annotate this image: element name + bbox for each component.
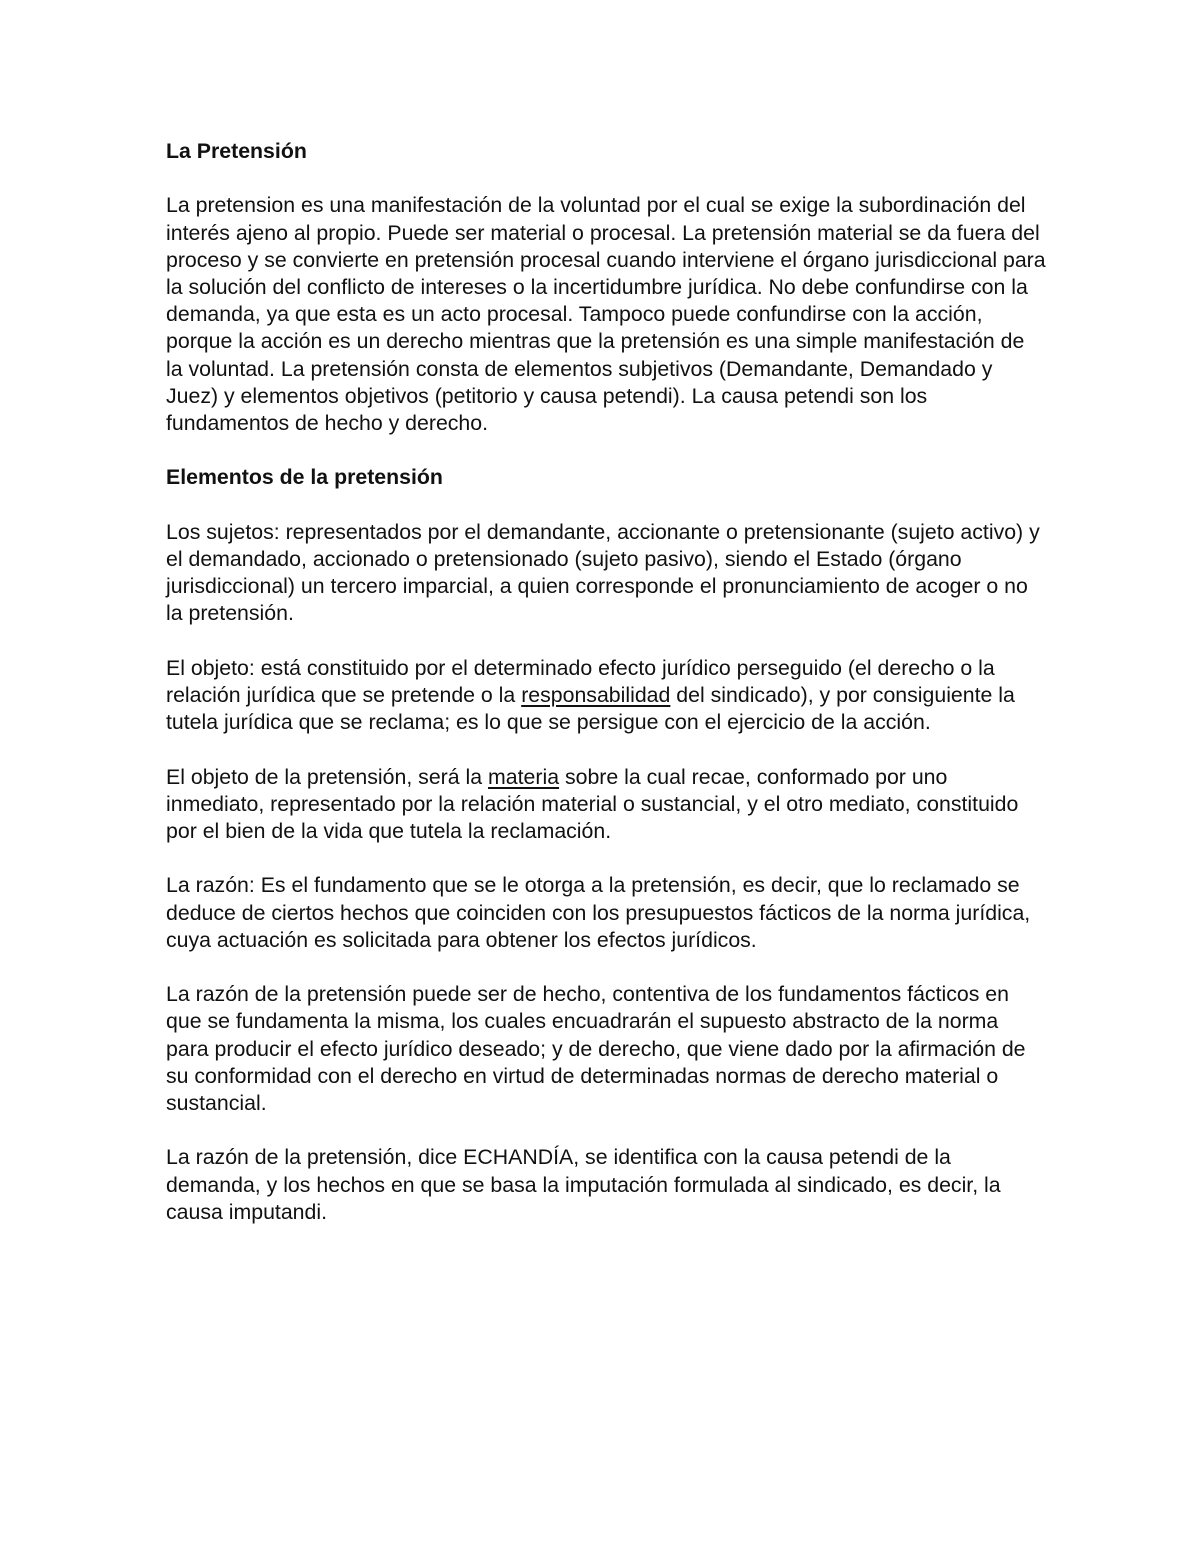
razon-echandia-paragraph: La razón de la pretensión, dice ECHANDÍA, se identifica con la causa petendi de la demanda, y los hechos en que se basa la imputación formulada al sindicado, es decir, la causa imputandi. xyxy=(166,1145,1001,1224)
document-title: La Pretensión xyxy=(166,139,307,163)
section-heading: Elementos de la pretensión xyxy=(166,465,443,490)
razon-tipos-paragraph: La razón de la pretensión puede ser de hecho, contentiva de los fundamentos fácticos en que se fundamenta la misma, los cuales encuadrarán el supuesto abstracto de la norma para producir el efecto jurídico deseado; y de derecho, que viene dado por la afirmación de su conformidad con el derecho en virtud de determinadas normas de derecho material o sustancial. xyxy=(166,982,1026,1115)
intro-paragraph: La pretension es una manifestación de la voluntad por el cual se exige la subordinación del interés ajeno al propio. Puede ser material o procesal. La pretensión material se da fuera del proceso y se convierte en pretensión procesal cuando interviene el órgano jurisdiccional para la solución del conflicto de intereses o la incertidumbre jurídica. No debe confundirse con la demanda, ya que esta es un acto procesal. Tampoco puede confundirse con la acción, porque la acción es un derecho mientras que la pretensión es una simple manifestación de la voluntad. La pretensión consta de elementos subjetivos (Demandante, Demandado y Juez) y elementos objetivos (petitorio y causa petendi). La causa petendi son los fundamentos de hecho y derecho. xyxy=(166,193,1046,436)
objeto-materia-paragraph xyxy=(166,764,1046,846)
objeto-text-after: del sindicado), y por consiguiente la tutela jurídica que se reclama; es lo que se persigue con el ejercicio de la acción. xyxy=(166,683,1015,735)
objeto-materia-text-after: sobre la cual recae, conformado por uno inmediato, representado por la relación material o sustancial, y el otro mediato, constituido por el bien de la vida que tutela la reclamación. xyxy=(166,764,1019,843)
objeto-materia-text-before: El objeto de la pretensión, será la xyxy=(166,764,489,789)
objeto-text-before: El objeto: está constituido por el determinado efecto jurídico perseguido (el derecho o la relación jurídica que se pretende o la xyxy=(166,655,995,707)
sujetos-paragraph: Los sujetos: representados por el demandante, accionante o pretensionante (sujeto activo) y el demandado, accionado o pretensionado (sujeto pasivo), siendo el Estado (órgano jurisdiccional) un tercero imparcial, a quien corresponde el pronunciamiento de acoger o no la pretensión. xyxy=(166,519,1040,626)
responsabilidad-link[interactable]: responsabilidad xyxy=(521,683,671,707)
objeto-paragraph xyxy=(166,655,1046,737)
materia-link[interactable]: materia xyxy=(488,764,560,789)
document-page xyxy=(166,138,1046,1253)
razon-paragraph: La razón: Es el fundamento que se le otorga a la pretensión, es decir, que lo reclamado se deduce de ciertos hechos que coinciden con los presupuestos fácticos de la norma jurídica, cuya actuación es solicitada para obtener los efectos jurídicos. xyxy=(166,873,1031,952)
